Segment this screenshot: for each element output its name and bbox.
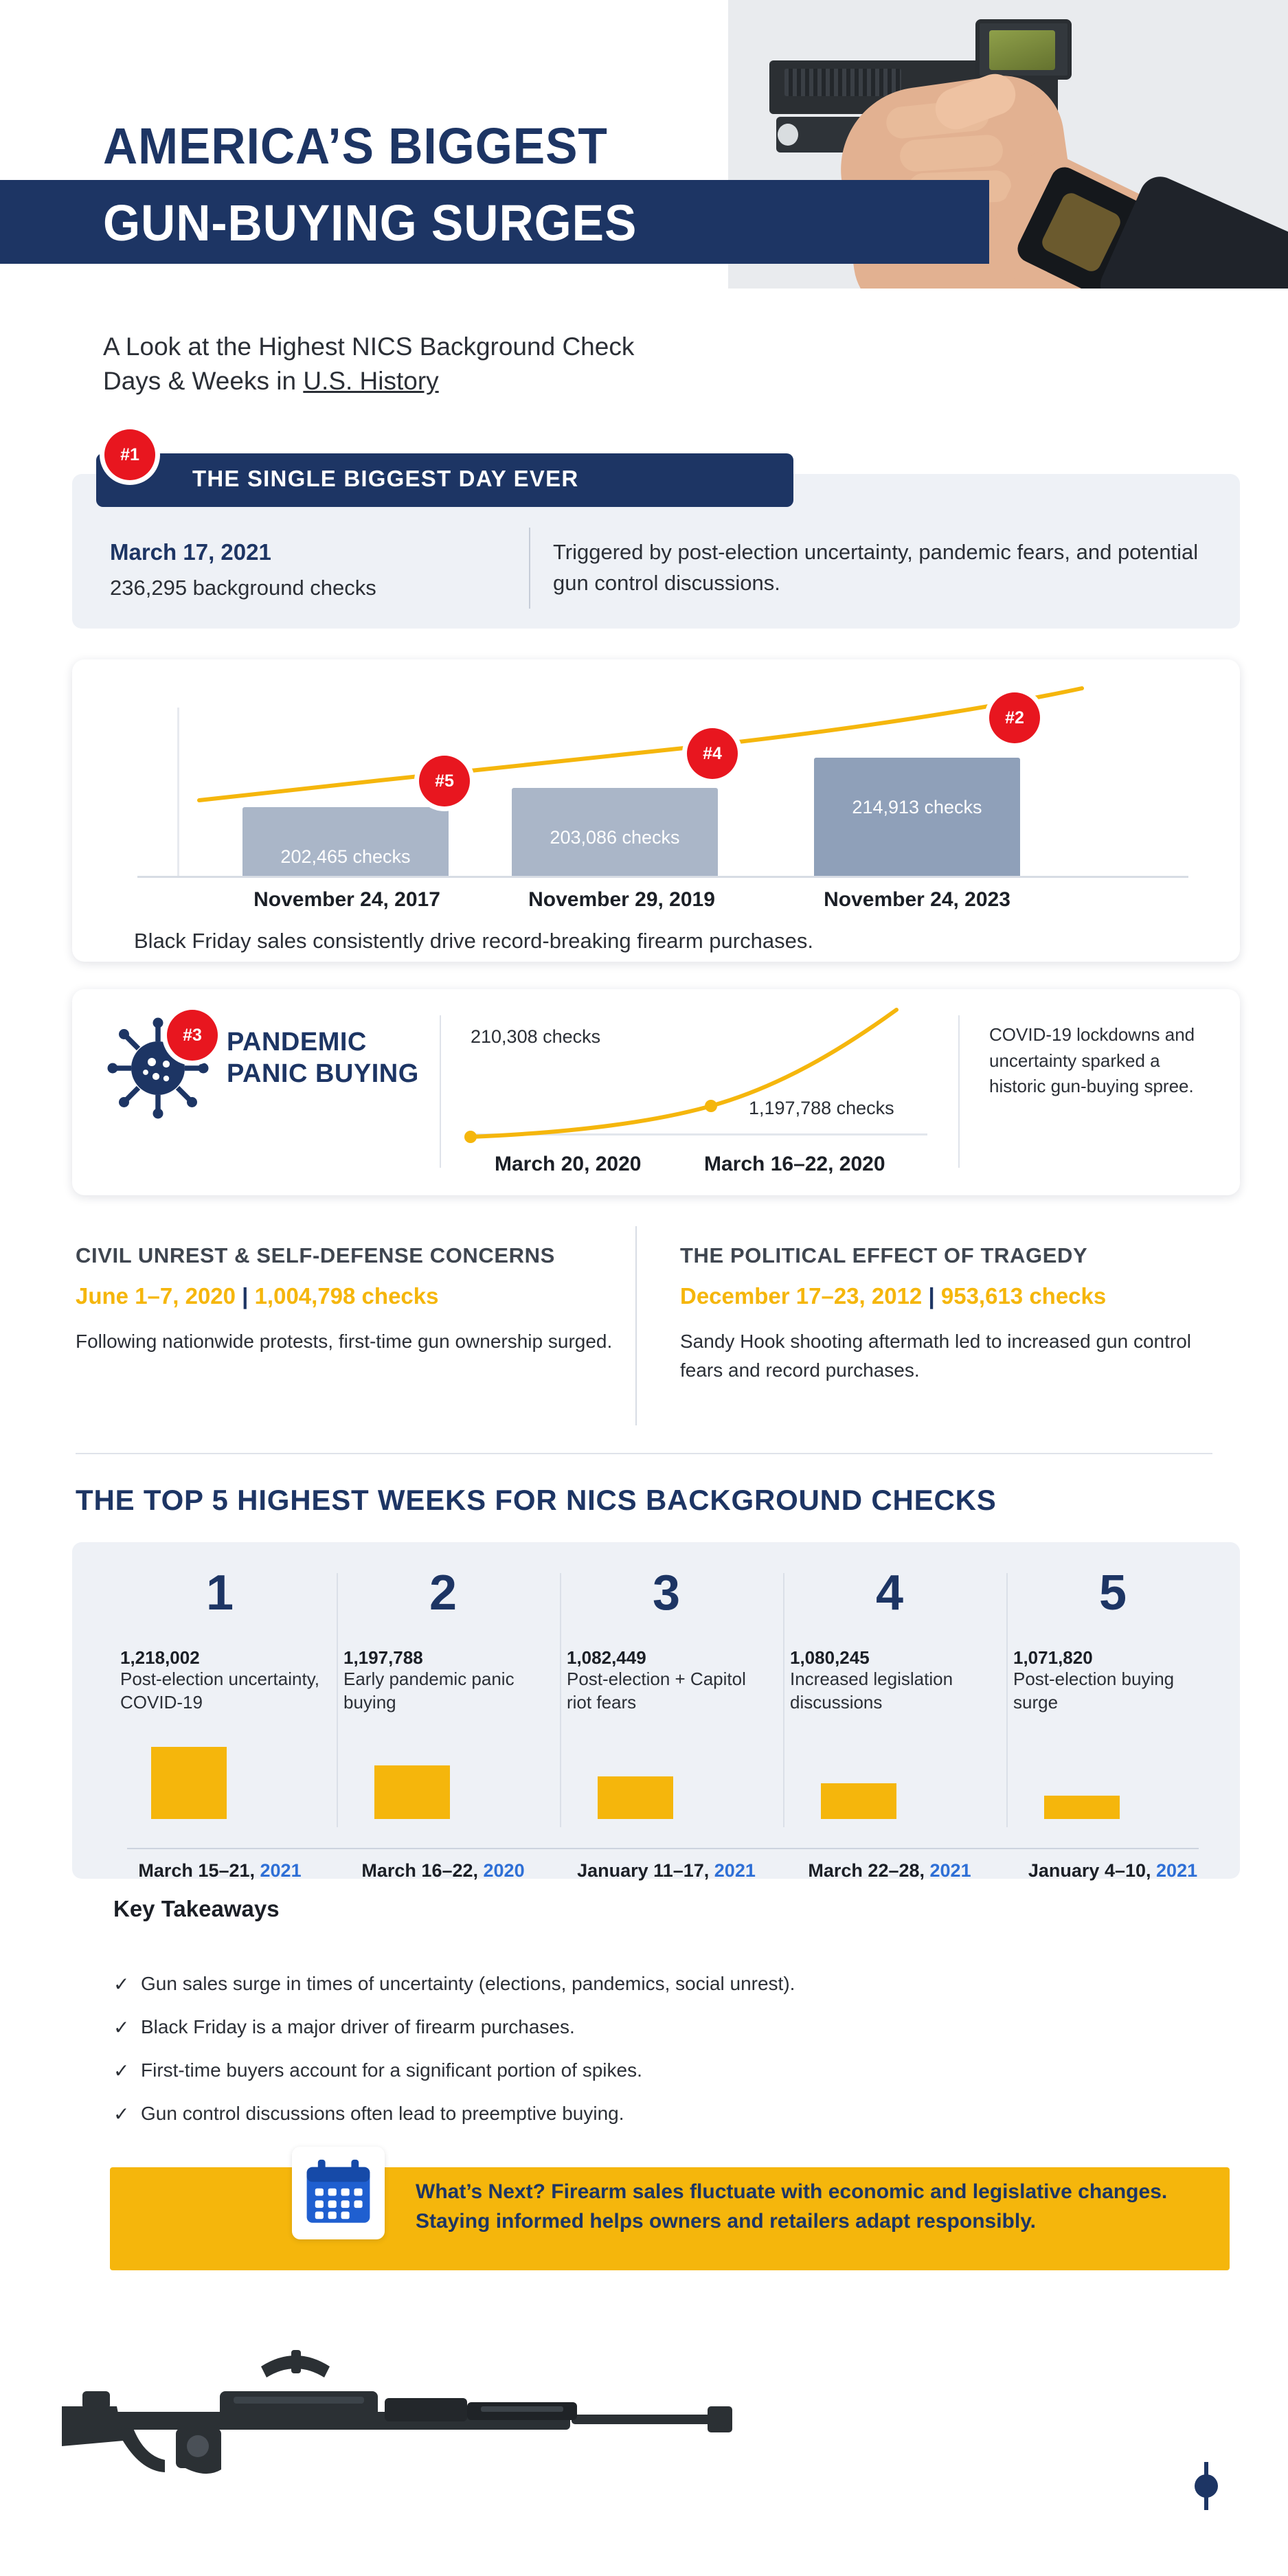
pandemic-point-2-date: March 16–22, 2020 — [704, 1153, 885, 1175]
column-heading: THE POLITICAL EFFECT OF TRAGEDY — [680, 1243, 1088, 1267]
crosshair-icon — [1178, 2458, 1234, 2514]
pandemic-point-2-value: 1,197,788 checks — [749, 1098, 894, 1118]
top5-item-5 — [999, 1552, 1226, 1868]
top5-desc: Post-election + Capitol riot fears — [567, 1669, 746, 1713]
top5-desc: Increased legislation discussions — [790, 1669, 953, 1713]
optic-lens-icon — [989, 30, 1055, 70]
bar-category-label: November 24, 2017 — [253, 888, 440, 911]
bar-value-label: 214,913 checks — [852, 797, 982, 817]
column-heading: CIVIL UNREST & SELF-DEFENSE CONCERNS — [76, 1243, 555, 1267]
top5-date-main: January 4–10, — [1028, 1860, 1157, 1881]
column-body: Sandy Hook shooting aftermath led to increased gun control fears and record purchases. — [680, 1331, 1192, 1381]
top5-date-year: 2021 — [260, 1860, 302, 1881]
top5-desc: Post-election buying surge — [1013, 1669, 1175, 1713]
top5-rank: 2 — [429, 1566, 457, 1620]
hero-section — [0, 0, 1288, 395]
top5-item-4 — [776, 1552, 1003, 1868]
top5-rank: 5 — [1098, 1566, 1127, 1620]
top5-date-main: March 15–21, — [138, 1860, 260, 1881]
top5-date-main: January 11–17, — [577, 1860, 714, 1881]
column-political-tragedy — [680, 1243, 1223, 1385]
light-lens-icon — [778, 124, 798, 146]
column-stat-separator: | — [236, 1283, 255, 1309]
top5-value: 1,071,820 — [1013, 1647, 1093, 1668]
chart-y-axis — [177, 708, 179, 878]
divider — [529, 528, 530, 609]
rank-badge-3: #3 — [167, 1010, 218, 1061]
top5-bar — [374, 1765, 450, 1819]
top5-bar — [1044, 1796, 1120, 1819]
top5-date — [319, 1860, 567, 1882]
bar-category-label: November 24, 2023 — [824, 888, 1010, 911]
column-stat-checks: 953,613 checks — [940, 1283, 1107, 1309]
pandemic-note: COVID-19 lockdowns and uncertainty sparked a historic gun-buying spree. — [989, 1024, 1195, 1097]
rank-badge-4: #4 — [687, 728, 738, 779]
takeaway-item: Black Friday is a major driver of firearm purchases. — [141, 2016, 575, 2037]
check-icon: ✓ — [113, 2017, 130, 2038]
top5-date-year: 2020 — [483, 1860, 525, 1881]
top5-value: 1,197,788 — [343, 1647, 423, 1668]
rank-badge-1: #1 — [104, 429, 155, 480]
bar-nov-2023 — [814, 758, 1020, 876]
subtitle-link[interactable]: U.S. History — [303, 366, 439, 395]
biggest-day-note: Triggered by post-election uncertainty, pandemic fears, and potential gun control discussions. — [553, 540, 1199, 595]
column-civil-unrest — [76, 1243, 618, 1356]
column-stat-separator: | — [922, 1283, 941, 1309]
page-title-line-2: GUN-BUYING SURGES — [103, 194, 637, 251]
top5-value: 1,080,245 — [790, 1647, 870, 1668]
calendar-icon — [292, 2147, 385, 2239]
pandemic-title — [227, 1026, 419, 1090]
pandemic-point-1-value: 210,308 checks — [471, 1026, 601, 1047]
column-stat-checks: 1,004,798 checks — [254, 1283, 439, 1309]
takeaway-item: Gun control discussions often lead to preemptive buying. — [141, 2103, 624, 2124]
top5-date — [543, 1860, 790, 1882]
top5-value: 1,082,449 — [567, 1647, 646, 1668]
rifle-illustration — [14, 2325, 824, 2531]
top5-rank: 1 — [205, 1566, 234, 1620]
rank-badge-5: #5 — [419, 756, 470, 806]
brand-wordmark: GUNPRIME — [927, 2467, 1168, 2514]
column-stat — [76, 1283, 618, 1309]
top5-title: THE TOP 5 HIGHEST WEEKS FOR NICS BACKGROUND CHECKS — [76, 1484, 997, 1516]
divider — [635, 1226, 637, 1425]
cta-text: What’s Next? Firearm sales fluctuate with economic and legislative changes. Staying informed helps owners and retailers adapt responsibly. — [416, 2180, 1168, 2233]
pandemic-point-1-date: March 20, 2020 — [495, 1153, 642, 1175]
pandemic-chart-axis — [474, 1133, 927, 1136]
black-friday-note: Black Friday sales consistently drive record-breaking firearm purchases. — [134, 929, 813, 953]
divider — [440, 1015, 441, 1168]
check-icon: ✓ — [113, 1974, 130, 1995]
bar-category-label: November 29, 2019 — [528, 888, 715, 911]
top5-date-main: March 16–22, — [361, 1860, 484, 1881]
column-body: Following nationwide protests, first-time gun ownership surged. — [76, 1331, 613, 1352]
column-stat — [680, 1283, 1223, 1309]
cta-icon-box — [292, 2147, 385, 2239]
top5-item-1 — [106, 1552, 333, 1868]
top5-value: 1,218,002 — [120, 1647, 200, 1668]
pandemic-title-line-1: PANDEMIC — [227, 1028, 367, 1057]
top5-bar — [598, 1776, 673, 1819]
bar-nov-2017 — [242, 807, 449, 876]
top5-date-year: 2021 — [714, 1860, 756, 1881]
column-stat-date: December 17–23, 2012 — [680, 1283, 923, 1309]
top5-desc: Early pandemic panic buying — [343, 1669, 515, 1713]
biggest-day-checks: 236,295 background checks — [110, 576, 376, 600]
top5-bar — [821, 1783, 896, 1819]
top5-item-2 — [330, 1552, 556, 1868]
top5-bar — [151, 1747, 227, 1819]
divider — [76, 1453, 1212, 1454]
check-icon: ✓ — [113, 2060, 130, 2081]
page-title-line-1: AMERICA’S BIGGEST — [103, 117, 608, 174]
top5-rank: 3 — [652, 1566, 681, 1620]
bar-value-label: 203,086 checks — [550, 827, 680, 848]
top5-date — [96, 1860, 343, 1882]
page-subtitle — [103, 330, 790, 398]
slide-serrations-icon — [784, 69, 901, 96]
top5-date-year: 2021 — [1156, 1860, 1198, 1881]
subtitle-line-2: Days & Weeks in — [103, 366, 304, 395]
pandemic-title-line-2: PANIC BUYING — [227, 1059, 419, 1089]
top5-item-3 — [553, 1552, 780, 1868]
top5-rank: 4 — [875, 1566, 904, 1620]
check-icon: ✓ — [113, 2103, 130, 2125]
top5-date-year: 2021 — [929, 1860, 971, 1881]
rank-badge-2: #2 — [989, 692, 1040, 743]
takeaway-item: Gun sales surge in times of uncertainty (elections, pandemics, social unrest). — [141, 1973, 795, 1994]
divider — [958, 1015, 960, 1168]
top5-date — [989, 1860, 1236, 1882]
top5-desc: Post-election uncertainty, COVID-19 — [120, 1669, 319, 1713]
takeaway-item: First-time buyers account for a significant portion of spikes. — [141, 2059, 642, 2081]
subtitle-line-1: A Look at the Highest NICS Background Check — [103, 332, 635, 361]
top5-date-main: March 22–28, — [808, 1860, 930, 1881]
bar-nov-2019 — [512, 788, 718, 876]
column-stat-date: June 1–7, 2020 — [76, 1283, 236, 1309]
top5-date — [766, 1860, 1013, 1882]
chart-x-axis — [137, 876, 1188, 878]
top5-axis — [127, 1848, 1199, 1849]
bar-value-label: 202,465 checks — [280, 846, 411, 867]
takeaways-title: Key Takeaways — [113, 1896, 280, 1921]
biggest-day-date: March 17, 2021 — [110, 539, 271, 565]
biggest-day-ribbon-label: THE SINGLE BIGGEST DAY EVER — [192, 466, 579, 491]
